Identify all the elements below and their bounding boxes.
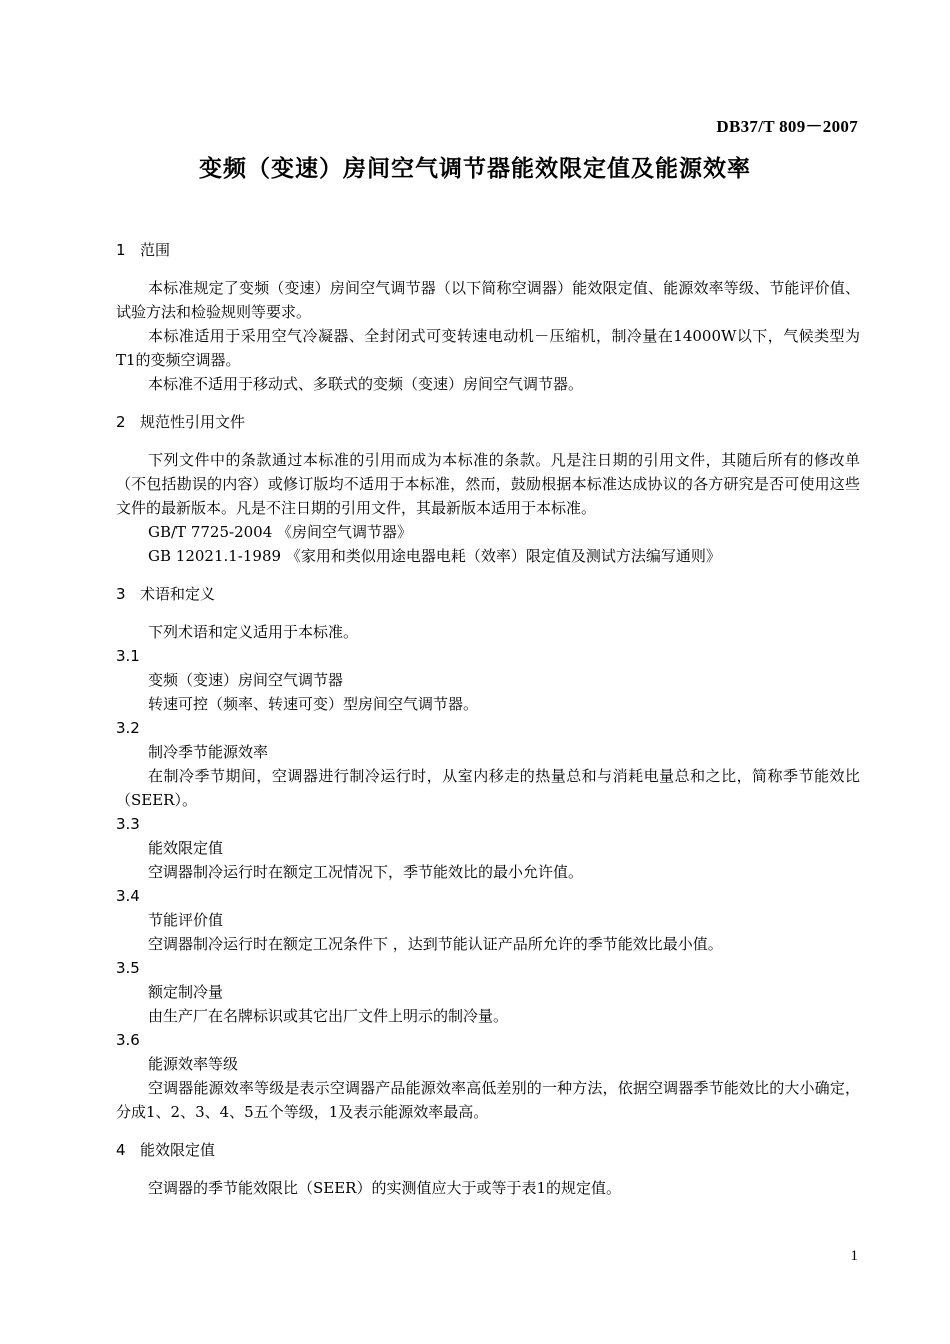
- term-definition: 空调器制冷运行时在额定工况情况下，季节能效比的最小允许值。: [148, 863, 584, 881]
- section-number: 4: [116, 1141, 126, 1159]
- paragraph: 空调器的季节能效限比（SEER）的实测值应大于或等于表1的规定值。: [148, 1179, 622, 1197]
- section-heading-terms-definitions: [116, 582, 860, 606]
- section-heading-efficiency-limit: [116, 1138, 860, 1162]
- term-name: 制冷季节能源效率: [148, 743, 269, 761]
- paragraph: 下列术语和定义适用于本标准。: [148, 623, 359, 641]
- clause-number: 3.5: [116, 959, 140, 977]
- term-definition: 空调器制冷运行时在额定工况条件下 ，达到节能认证产品所允许的季节能效比最小值。: [148, 935, 723, 953]
- clause-number: 3.1: [116, 647, 140, 665]
- page-number: 1: [850, 1248, 858, 1264]
- paragraph: 本标准不适用于移动式、多联式的变频（变速）房间空气调节器。: [148, 375, 584, 393]
- section-body-scope: [116, 276, 860, 396]
- term-definition: 在制冷季节期间，空调器进行制冷运行时，从室内移走的热量总和与消耗电量总和之比，简称季节能效比（SEER）。: [116, 767, 860, 809]
- document-body: [116, 238, 860, 1200]
- reference-item: GB 12021.1-1989 《家用和类似用途电器电耗（效率）限定值及测试方法编写通则》: [148, 547, 721, 565]
- term-definition: 转速可控（频率、转速可变）型房间空气调节器。: [148, 695, 479, 713]
- term-name: 节能评价值: [148, 911, 224, 929]
- section-body-terms-definitions: [116, 620, 860, 1124]
- clause-number: 3.4: [116, 887, 140, 905]
- term-definition: 由生产厂在名牌标识或其它出厂文件上明示的制冷量。: [148, 1007, 509, 1025]
- clause-number: 3.6: [116, 1031, 140, 1049]
- term-definition: 空调器能源效率等级是表示空调器产品能源效率高低差别的一种方法，依据空调器季节能效比的大小确定，分成1、2、3、4、5五个等级，1及表示能源效率最高。: [116, 1079, 860, 1121]
- section-number: 2: [116, 413, 126, 431]
- clause-number: 3.3: [116, 815, 140, 833]
- section-body-normative-references: [116, 448, 860, 568]
- clause-number: 3.2: [116, 719, 140, 737]
- section-title: 能效限定值: [140, 1141, 216, 1159]
- section-body-efficiency-limit: [116, 1176, 860, 1200]
- term-name: 额定制冷量: [148, 983, 224, 1001]
- term-name: 能效限定值: [148, 839, 224, 857]
- document-title: 变频（变速）房间空气调节器能效限定值及能源效率: [199, 156, 751, 182]
- term-name: 变频（变速）房间空气调节器: [148, 671, 344, 689]
- section-title: 术语和定义: [140, 585, 216, 603]
- paragraph: 下列文件中的条款通过本标准的引用而成为本标准的条款。凡是注日期的引用文件，其随后所有的修改单（不包括勘误的内容）或修订版均不适用于本标准，然而，鼓励根据本标准达成协议的各方研究是否可使用这些文件的最新版本。凡是不注日期的引用文件，其最新版本适用于本标准。: [116, 451, 860, 517]
- term-name: 能源效率等级: [148, 1055, 239, 1073]
- paragraph: 本标准规定了变频（变速）房间空气调节器（以下简称空调器）能效限定值、能源效率等级、节能评价值、试验方法和检验规则等要求。: [116, 279, 860, 321]
- reference-item: GB/T 7725-2004 《房间空气调节器》: [148, 523, 413, 541]
- paragraph: 本标准适用于采用空气冷凝器、全封闭式可变转速电动机－压缩机，制冷量在14000W以下，气候类型为T1的变频空调器。: [116, 327, 860, 369]
- section-number: 1: [116, 241, 126, 259]
- doc-number: DB37/T 809－2007: [716, 117, 858, 136]
- section-title: 范围: [140, 241, 171, 259]
- section-number: 3: [116, 585, 126, 603]
- section-title: 规范性引用文件: [140, 413, 246, 431]
- section-heading-normative-references: [116, 410, 860, 434]
- section-heading-scope: [116, 238, 860, 262]
